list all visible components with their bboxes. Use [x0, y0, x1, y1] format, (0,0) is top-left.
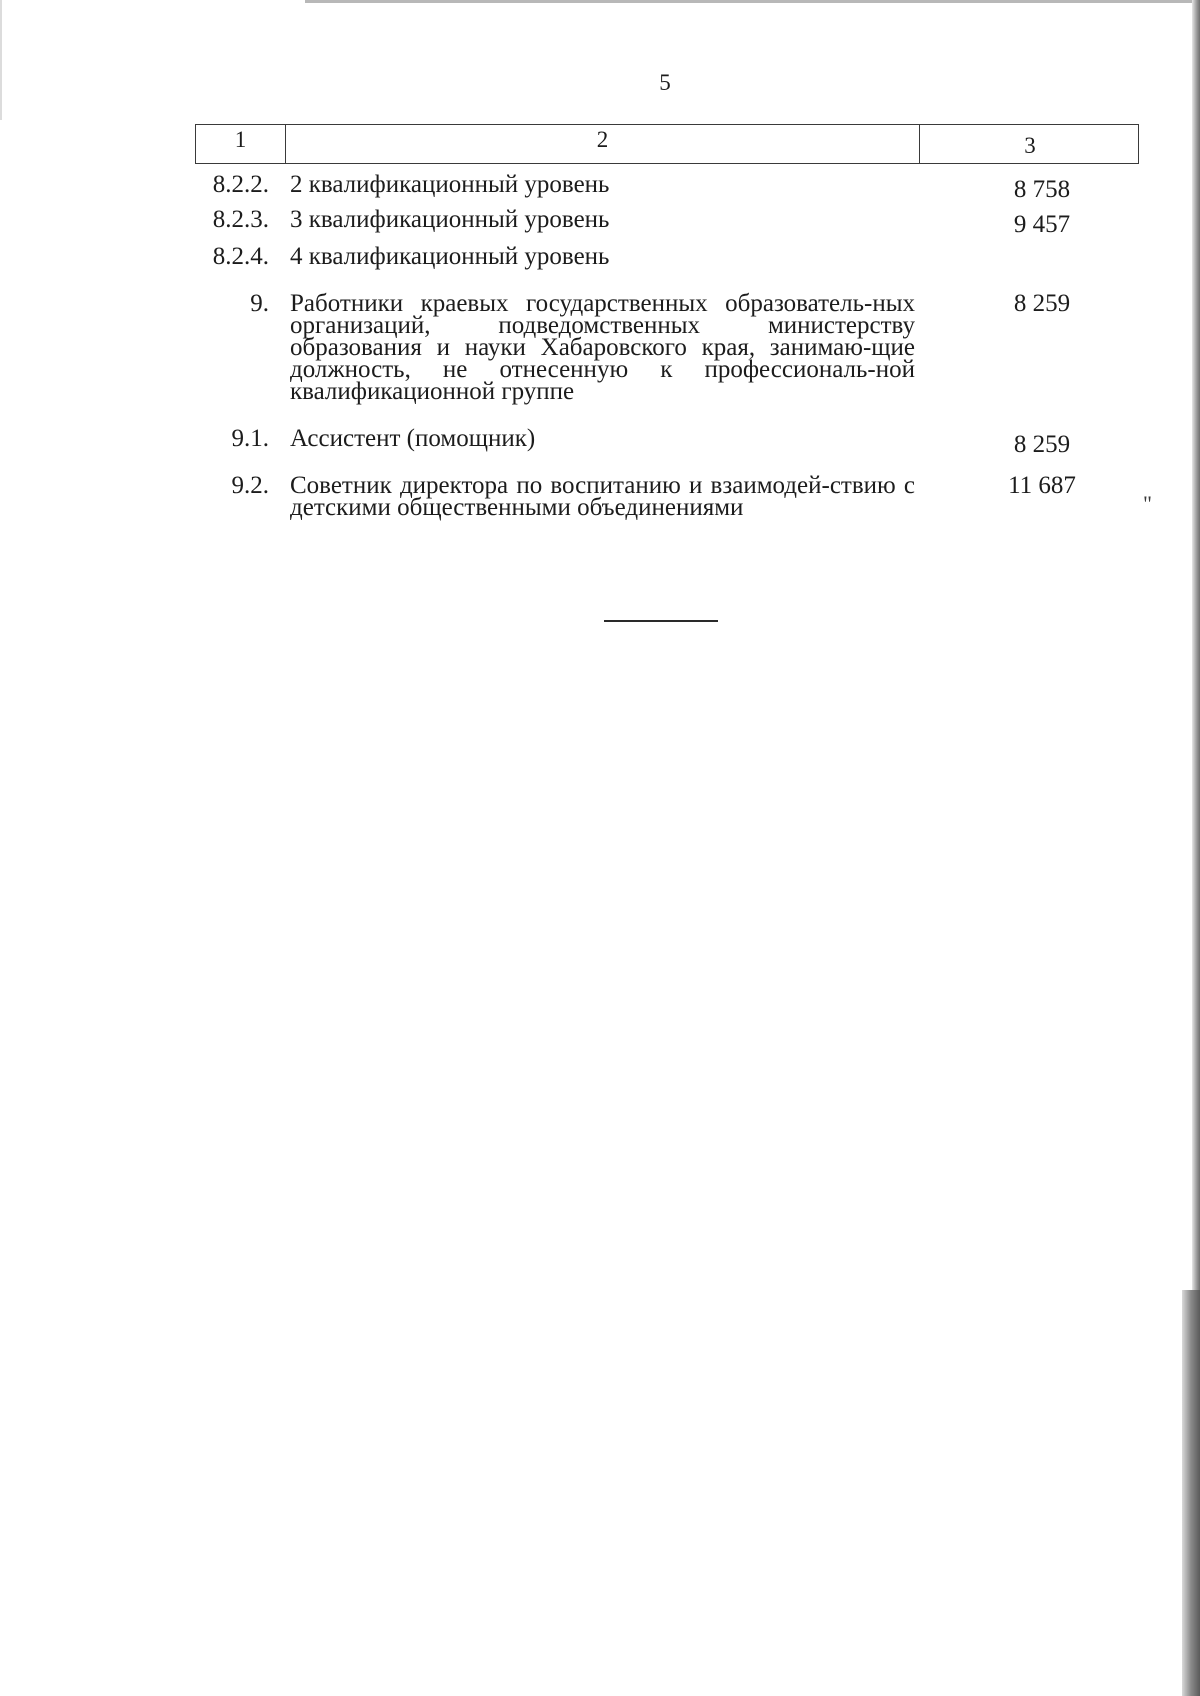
scan-edge-top [305, 0, 1200, 3]
salary-value: 8 758 [1013, 176, 1071, 203]
scan-edge-right-bottom [1182, 1290, 1200, 1696]
closing-quote-mark: " [1143, 491, 1152, 516]
page-number: 5 [659, 70, 671, 95]
salary-value: 8 259 [1013, 290, 1071, 317]
column-header-2: 2 [286, 125, 920, 163]
column-header-1: 1 [196, 125, 286, 163]
position-name: Ассистент (помощник) [290, 425, 536, 452]
column-header-3: 3 [1024, 133, 1036, 158]
salary-value: 9 457 [1013, 211, 1071, 238]
row-number: 8.2.4. [212, 243, 269, 270]
row-number: 9.1. [231, 425, 269, 452]
row-number: 8.2.3. [212, 206, 269, 233]
table-row [195, 243, 1095, 272]
row-number: 9. [250, 290, 269, 317]
salary-value: 11 687 [1008, 472, 1076, 499]
position-name: 3 квалификационный уровень [290, 206, 610, 233]
table-row [195, 290, 1095, 413]
table-row [195, 206, 1095, 238]
end-divider [604, 620, 718, 622]
position-name: Советник директора по воспитанию и взаимодей-ствию с детскими общественными объединениями [290, 472, 915, 521]
scan-edge-left [0, 0, 2, 120]
row-number: 8.2.2. [212, 171, 269, 198]
table-header-row [195, 124, 1139, 164]
table-row [195, 472, 1095, 525]
table-row [195, 171, 1095, 203]
position-name: 2 квалификационный уровень [290, 171, 610, 198]
row-number: 9.2. [231, 472, 269, 499]
salary-value: 8 259 [1013, 431, 1071, 458]
table-row [195, 425, 1095, 458]
position-name: Работники краевых государственных образователь-ных организаций, подведомственных министерству образования и науки Хабаровского края, занимаю-щие должность, не отнесенную к профессиональ-ной квалификационной группе [290, 290, 915, 405]
position-name: 4 квалификационный уровень [290, 243, 610, 270]
